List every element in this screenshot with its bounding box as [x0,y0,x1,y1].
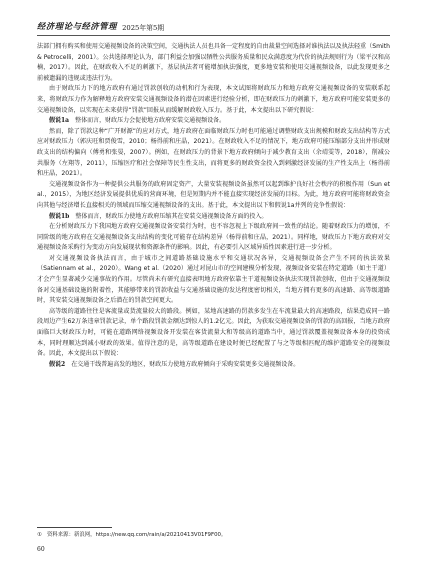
journal-title: 经济理论与经济管理 [37,21,118,31]
page-number: 60 [37,546,45,553]
footnote-divider [37,527,112,528]
hypothesis-text: 在交通干线普遍高发的地区，财政压力使地方政府倾向于采购安装更多交通视频设备。 [71,360,300,368]
article-body [37,42,390,370]
footnote [37,531,390,539]
body-paragraph: 由于财政压力下的地方政府有通过罚款创收的动机和行为表现，本文试图将财政压力和地方政府交通视频设备的安装联系起来，将财政压力作为解释地方政府安装交通视频设备的潜在因素进行经验分析，即在财政压力的刺激下，地方政府可能安装更多的交通视频设备，以实现在未来获得“罚款”回报从而缓解财政收入压力。基于此，本文提出以下研究假说： [37,85,390,114]
issue-label: 2025年第5期 [122,24,165,32]
footnote-text: 资料来源：新浪网，https://new.qq.com/rain/a/20210413V01F9F00。 [47,532,227,538]
body-paragraph: 交通视频设备作为一种提供公共服务的政府固定资产，大量安装视频设备虽然可以起到维护良好社会秩序的积极作用（Sun et al.，2015），为地区经济发展提供优质的营商环境，但是短期内并不能直接实现经济发展的目标。为此，地方政府可能将财政资金向其他与经济增长直接相关的领域而压缩交通视频设备的支出。基于此，本文提出以下和假说1a并列的竞争性假说： [37,180,390,209]
hypothesis-paragraph [37,116,390,127]
body-paragraph: 对交通视频设备执法而言，由于城市之间道路基础设施水平和交通状况各异，交通视频设备会产生不同的执法效果（Satiennam et al.，2020）。Wang et al.（2020）通过对昆山市的空间建模分析发现，视频设备安装在特定道路（如主干道）才会产生显著减少交通事故的作用。尽管尚未有研究直接表明地方政府依靠主干道视频设备执法实现罚款创收，但由于交通视频设备对交通基础设施的附着性，其能够带来的罚款收益与交通基础设施的发达程度密切相关，当地方拥有更多的高速路、高等级道路时，其安装交通视频设备之后潜在的罚款空间更大。 [37,254,390,305]
hypothesis-label: 假说1a [49,117,70,125]
hypothesis-paragraph [37,360,390,371]
body-paragraph: 在分析财政压力下我国地方政府交通视频设备安装行为时，也不容忽视上下级政府间一致性的结论。随着财政压力的增加，不同阶级的地方政府在交通视频设备支出结构的变化可能存在结构差异（杨得前和庄晶，2021）。同样地，财政压力下地方政府对交通视频设备采购行为变动方向发展现状和资源条件的影响。因此，有必要引入区域异质性因素进行进一步分析。 [37,223,390,252]
hypothesis-label: 假说1b [49,212,70,220]
body-paragraph: 高等级的道路往往是客流量或货流量较大的路段。例如，某地高速路的罚款多发生在车流量最大的高速路段，结果造成同一路段周边产生62万条违章罚款记录，单个路段罚款金额达到惊人的1.2亿元。因此，为获取交通视频设备的罚款的高回报，当地方政府面临巨大财政压力时，可能在道路网络视频设备开发装在客货流量大和等级高的道路当中，通过罚款覆盖视频设备本身的投资成本，同时理顺达到减小财政的效果。值得注意的是，高等级道路在建设时便已经配置了与之等级相匹配的维护道路安全的视频设备。因此，本文提出以下假说： [37,307,390,358]
body-paragraph: 法部门拥有购买和使用交通视频设备的决策空间，交通执法人员也具备一定程度的自由裁量空间选择对谁执法以及执法轻重（Smith & Petrocelli，2001）。公共选择理论认为，部门利益会加强以牺牲公共服务质量和民众满意度为代价的执法规则行为（梁平汉和高楠，2017）。因此，在财政收入不足的刺激下，基层执法者可能增加执法强度，更多地安装和使用交通视频设备，以此发现更多之前被遗漏的违规或违法行为。 [37,43,390,82]
hypothesis-text: 整体而言，财政压力会促使地方政府安装交通视频设备。 [75,117,226,125]
footnote-marker: ① [37,532,42,538]
body-paragraph: 然而，除了罚款这种“广开财源”的应对方式，地方政府在面临财政压力时也可能通过调整财政支出规模和财政支出结构等方式应对财政压力（郭庆旺和贾俊雪，2010；杨得前和庄晶，2021）。在财政收入不足的情况下，地方政府可能压缩部分支出并形成财政支出的结构偏向（傅勇和张晏，2007）。例如，在财政压力的背景下地方政府倾向于减少教育支出（余靖雯等，2018），削减公共服务（左翔等，2011），压缩医疗和社会保障等民生性支出，而将更多的财政资金投入到刺激经济发展的生产性支出上（杨得前和庄晶，2021）。 [37,127,390,178]
running-header [37,18,390,36]
hypothesis-paragraph [37,212,390,223]
hypothesis-text: 整体而言，财政压力使地方政府压缩其在安装交通视频设备方面的投入。 [75,212,268,220]
hypothesis-label: 假说2 [49,360,66,368]
